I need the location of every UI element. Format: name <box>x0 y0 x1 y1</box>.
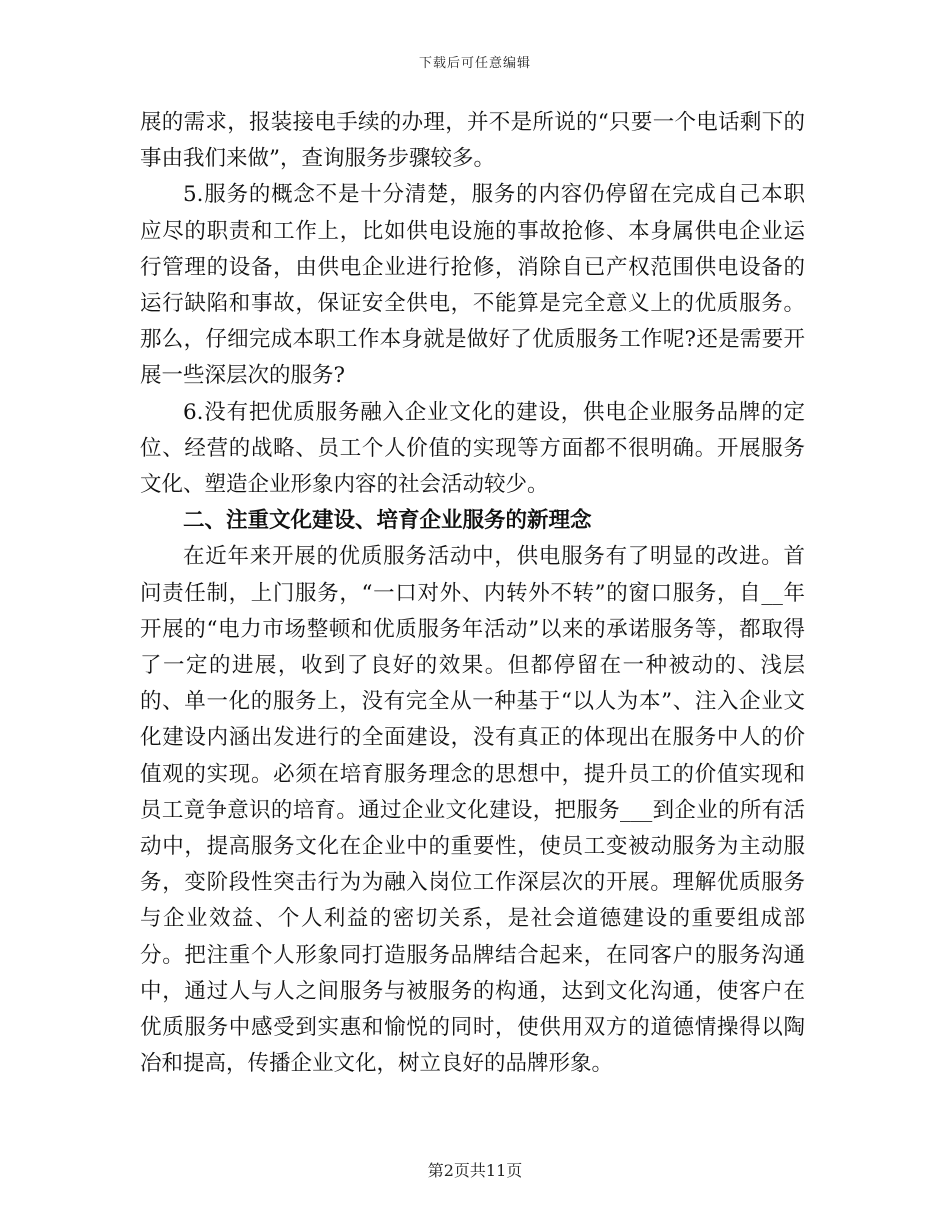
section-heading: 二、注重文化建设、培育企业服务的新理念 <box>183 508 592 534</box>
page-header: 下载后可任意编辑 <box>418 56 531 71</box>
paragraph-continued: 展的需求，报装接电手续的办理，并不是所说的“只要一个电话剩下的事由我们来做”，查询服务步骤较多。 <box>140 110 805 172</box>
paragraph-item-5: 5.服务的概念不是十分清楚，服务的内容仍停留在完成自己本职应尽的职责和工作上，比如供电设施的事故抢修、本身属供电企业运行管理的设备，由供电企业进行抢修，消除自已产权范围供电设备的运行缺陷和事故，保证安全供电，不能算是完全意义上的优质服务。那么，仔细完成本职工作本身就是做好了优质服务工作呢?还是需要开展一些深层次的服务? <box>140 182 805 389</box>
page-number: 第2页共11页 <box>427 1161 523 1180</box>
document-body <box>140 105 805 1082</box>
paragraph-item-6: 6.没有把优质服务融入企业文化的建设，供电企业服务品牌的定位、经营的战略、员工个人价值的实现等方面都不很明确。开展服务文化、塑造企业形象内容的社会活动较少。 <box>140 399 805 498</box>
paragraph-section-2: 在近年来开展的优质服务活动中，供电服务有了明显的改进。首问责任制，上门服务，“一口对外、内转外不转”的窗口服务，自__年开展的“电力市场整顿和优质服务年活动”以来的承诺服务等，都取得了一定的进展，收到了良好的效果。但都停留在一种被动的、浅层的、单一化的服务上，没有完全从一种基于“以人为本”、注入企业文化建设内涵出发进行的全面建设，没有真正的体现出在服务中人的价值观的实现。必须在培育服务理念的思想中，提升员工的价值实现和员工竟争意识的培育。通过企业文化建设，把服务___到企业的所有活动中，提高服务文化在企业中的重要性，使员工变被动服务为主动服务，变阶段性突击行为为融入岗位工作深层次的开展。理解优质服务与企业效益、个人利益的密切关系，是社会道德建设的重要组成部分。把注重个人形象同打造服务品牌结合起来，在同客户的服务沟通中，通过人与人之间服务与被服务的构通，达到文化沟通，使客户在优质服务中感受到实惠和愉悦的同时，使供用双方的道德情操得以陶冶和提高，传播企业文化，树立良好的品牌形象。 <box>140 544 805 1077</box>
